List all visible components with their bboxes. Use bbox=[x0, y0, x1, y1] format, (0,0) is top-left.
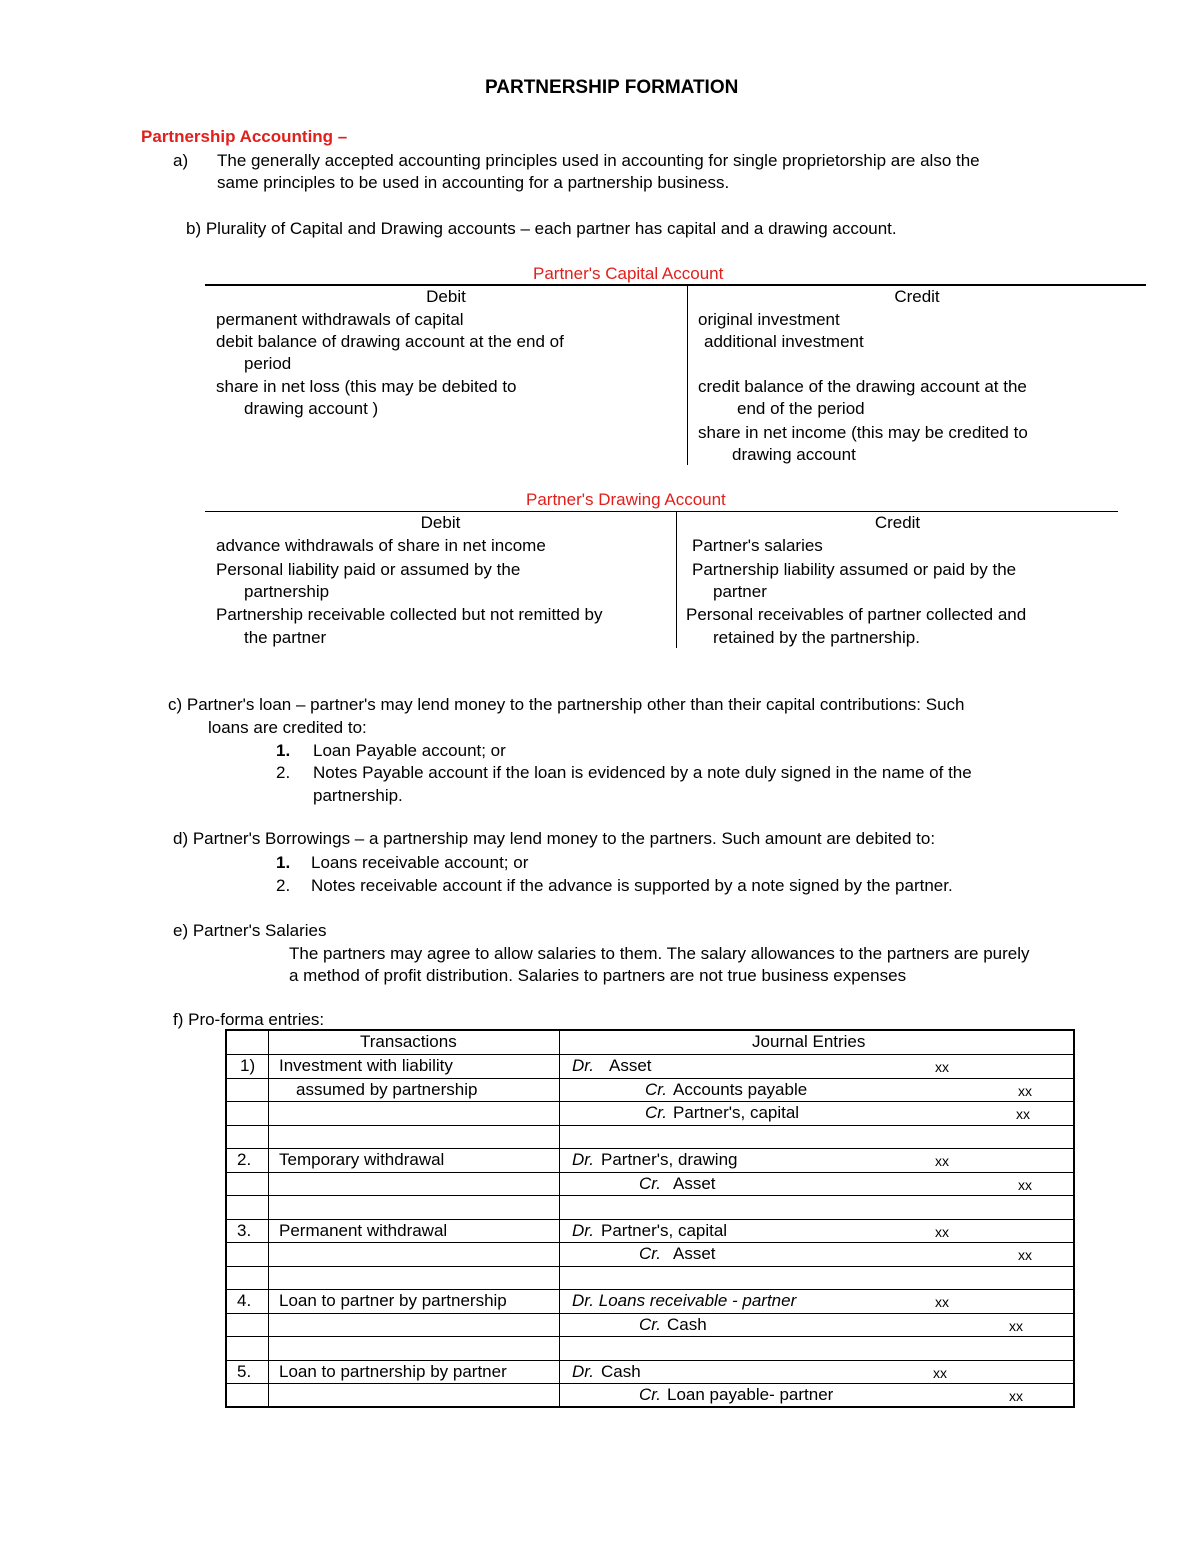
item-c-sub1-num: 1. bbox=[276, 741, 291, 760]
table-row-amount: xx bbox=[1009, 1318, 1023, 1334]
capital-credit-item: credit balance of the drawing account at the bbox=[698, 377, 1027, 396]
item-c-sub2-line2: partnership. bbox=[313, 786, 403, 805]
item-b-line1: b) Plurality of Capital and Drawing accounts – each partner has capital and a drawing account. bbox=[186, 219, 897, 238]
table-row-num: 4. bbox=[237, 1291, 252, 1310]
item-d-line1: d) Partner's Borrowings – a partnership may lend money to the partners. Such amount are debited to: bbox=[173, 829, 936, 848]
item-c-sub1: Loan Payable account; or bbox=[313, 741, 506, 760]
capital-credit-item: end of the period bbox=[737, 399, 865, 418]
item-a-line2: same principles to be used in accounting for a partnership business. bbox=[217, 173, 730, 192]
table-row-line bbox=[227, 1195, 1073, 1196]
table-row-cr: Cr. bbox=[639, 1174, 662, 1193]
item-e-body1: The partners may agree to allow salaries to them. The salary allowances to the partners are purely bbox=[289, 944, 1030, 963]
item-a-line1: The generally accepted accounting principles used in accounting for single proprietorship are also the bbox=[217, 151, 980, 170]
item-d-sub1-num: 1. bbox=[276, 853, 291, 872]
drawing-credit-item: partner bbox=[713, 582, 767, 601]
table-row-transaction: Loan to partner by partnership bbox=[279, 1291, 507, 1310]
table-row-dr: Dr. Loans receivable - partner bbox=[572, 1291, 797, 1310]
item-a-marker: a) bbox=[173, 151, 189, 170]
item-f-line1: f) Pro-forma entries: bbox=[173, 1010, 325, 1029]
table-row-account: Partner's, drawing bbox=[601, 1150, 738, 1169]
page-title: PARTNERSHIP FORMATION bbox=[485, 77, 739, 98]
table-row-account: Asset bbox=[609, 1056, 652, 1075]
drawing-debit-item: partnership bbox=[244, 582, 330, 601]
table-row-line bbox=[227, 1125, 1073, 1126]
capital-debit-item: permanent withdrawals of capital bbox=[216, 310, 464, 329]
capital-debit-item: period bbox=[244, 354, 292, 373]
drawing-account-title: Partner's Drawing Account bbox=[526, 490, 726, 509]
table-row-transaction: Permanent withdrawal bbox=[279, 1221, 448, 1240]
table-row-num: 3. bbox=[237, 1221, 252, 1240]
table-row-dr: Dr. bbox=[572, 1362, 595, 1381]
item-d-sub1: Loans receivable account; or bbox=[311, 853, 529, 872]
table-row-line bbox=[227, 1266, 1073, 1267]
table-row-amount: xx bbox=[1016, 1106, 1030, 1122]
table-row-line bbox=[227, 1336, 1073, 1337]
drawing-credit-item: retained by the partnership. bbox=[713, 628, 920, 647]
capital-account-title: Partner's Capital Account bbox=[533, 264, 724, 283]
table-row-account: Partner's, capital bbox=[601, 1221, 728, 1240]
item-d-sub2-num: 2. bbox=[276, 876, 291, 895]
drawing-debit-header: Debit bbox=[420, 513, 461, 532]
table-row-amount: xx bbox=[933, 1365, 947, 1381]
item-c-sub2-num: 2. bbox=[276, 763, 291, 782]
table-row-amount: xx bbox=[1018, 1247, 1032, 1263]
capital-credit-item: drawing account bbox=[732, 445, 856, 464]
capital-debit-item: drawing account ) bbox=[244, 399, 379, 418]
table-row-num: 5. bbox=[237, 1362, 252, 1381]
table-header-journal: Journal Entries bbox=[752, 1032, 866, 1051]
capital-credit-item: additional investment bbox=[704, 332, 864, 351]
table-row-cr: Cr. bbox=[639, 1244, 662, 1263]
table-row-account: Cash bbox=[601, 1362, 641, 1381]
table-row-account: Cash bbox=[667, 1315, 707, 1334]
table-row-amount: xx bbox=[1009, 1388, 1023, 1404]
table-row-account: Asset bbox=[673, 1244, 716, 1263]
table-row-cr: Cr. bbox=[639, 1315, 662, 1334]
drawing-debit-item: Personal liability paid or assumed by the bbox=[216, 560, 521, 579]
item-e-line1: e) Partner's Salaries bbox=[173, 921, 327, 940]
drawing-credit-header: Credit bbox=[874, 513, 921, 532]
capital-debit-item: debit balance of drawing account at the end of bbox=[216, 332, 564, 351]
table-row-dr: Dr. bbox=[572, 1221, 595, 1240]
capital-debit-item: share in net loss (this may be debited to bbox=[216, 377, 517, 396]
table-row-num: 2. bbox=[237, 1150, 252, 1169]
table-row-account: Accounts payable bbox=[673, 1080, 808, 1099]
table-row-cr: Cr. bbox=[639, 1385, 662, 1404]
section-heading: Partnership Accounting – bbox=[141, 127, 348, 146]
table-row-transaction: Investment with liability bbox=[279, 1056, 453, 1075]
table-header-transactions: Transactions bbox=[360, 1032, 457, 1051]
capital-debit-header: Debit bbox=[426, 287, 466, 306]
table-row-amount: xx bbox=[1018, 1083, 1032, 1099]
table-row-cr: Cr. bbox=[645, 1103, 668, 1122]
drawing-debit-item: advance withdrawals of share in net income bbox=[216, 536, 546, 555]
capital-credit-item: share in net income (this may be credited to bbox=[698, 423, 1028, 442]
item-c-line2: loans are credited to: bbox=[208, 718, 367, 737]
table-row-amount: xx bbox=[935, 1059, 949, 1075]
table-row-account: Asset bbox=[673, 1174, 716, 1193]
table-row-dr: Dr. bbox=[572, 1150, 595, 1169]
table-row-account: Loan payable- partner bbox=[667, 1385, 834, 1404]
capital-account-divider bbox=[687, 285, 688, 465]
table-row-amount: xx bbox=[935, 1294, 949, 1310]
table-row-dr: Dr. bbox=[572, 1056, 595, 1075]
drawing-credit-item: Partnership liability assumed or paid by the bbox=[692, 560, 1017, 579]
table-row-amount: xx bbox=[1018, 1177, 1032, 1193]
item-e-body2: a method of profit distribution. Salaries to partners are not true business expenses bbox=[289, 966, 907, 985]
item-c-sub2-line1: Notes Payable account if the loan is evidenced by a note duly signed in the name of the bbox=[313, 763, 972, 782]
drawing-debit-item: Partnership receivable collected but not remitted by bbox=[216, 605, 603, 624]
table-row-amount: xx bbox=[935, 1224, 949, 1240]
table-row-account: Partner's, capital bbox=[673, 1103, 800, 1122]
table-row-transaction: assumed by partnership bbox=[296, 1080, 478, 1099]
table-row-amount: xx bbox=[935, 1153, 949, 1169]
table-row-transaction: Temporary withdrawal bbox=[279, 1150, 445, 1169]
journal-table bbox=[225, 1029, 1075, 1408]
capital-credit-item: original investment bbox=[698, 310, 840, 329]
item-d-sub2: Notes receivable account if the advance is supported by a note signed by the partner. bbox=[311, 876, 953, 895]
capital-credit-header: Credit bbox=[894, 287, 940, 306]
drawing-credit-item: Partner's salaries bbox=[692, 536, 823, 555]
table-row-transaction: Loan to partnership by partner bbox=[279, 1362, 507, 1381]
table-row-cr: Cr. bbox=[645, 1080, 668, 1099]
drawing-credit-item: Personal receivables of partner collected and bbox=[686, 605, 1027, 624]
item-c-line1: c) Partner's loan – partner's may lend money to the partnership other than their capital contributions: Such bbox=[168, 695, 965, 714]
table-row-num: 1) bbox=[240, 1056, 256, 1075]
drawing-debit-item: the partner bbox=[244, 628, 327, 647]
